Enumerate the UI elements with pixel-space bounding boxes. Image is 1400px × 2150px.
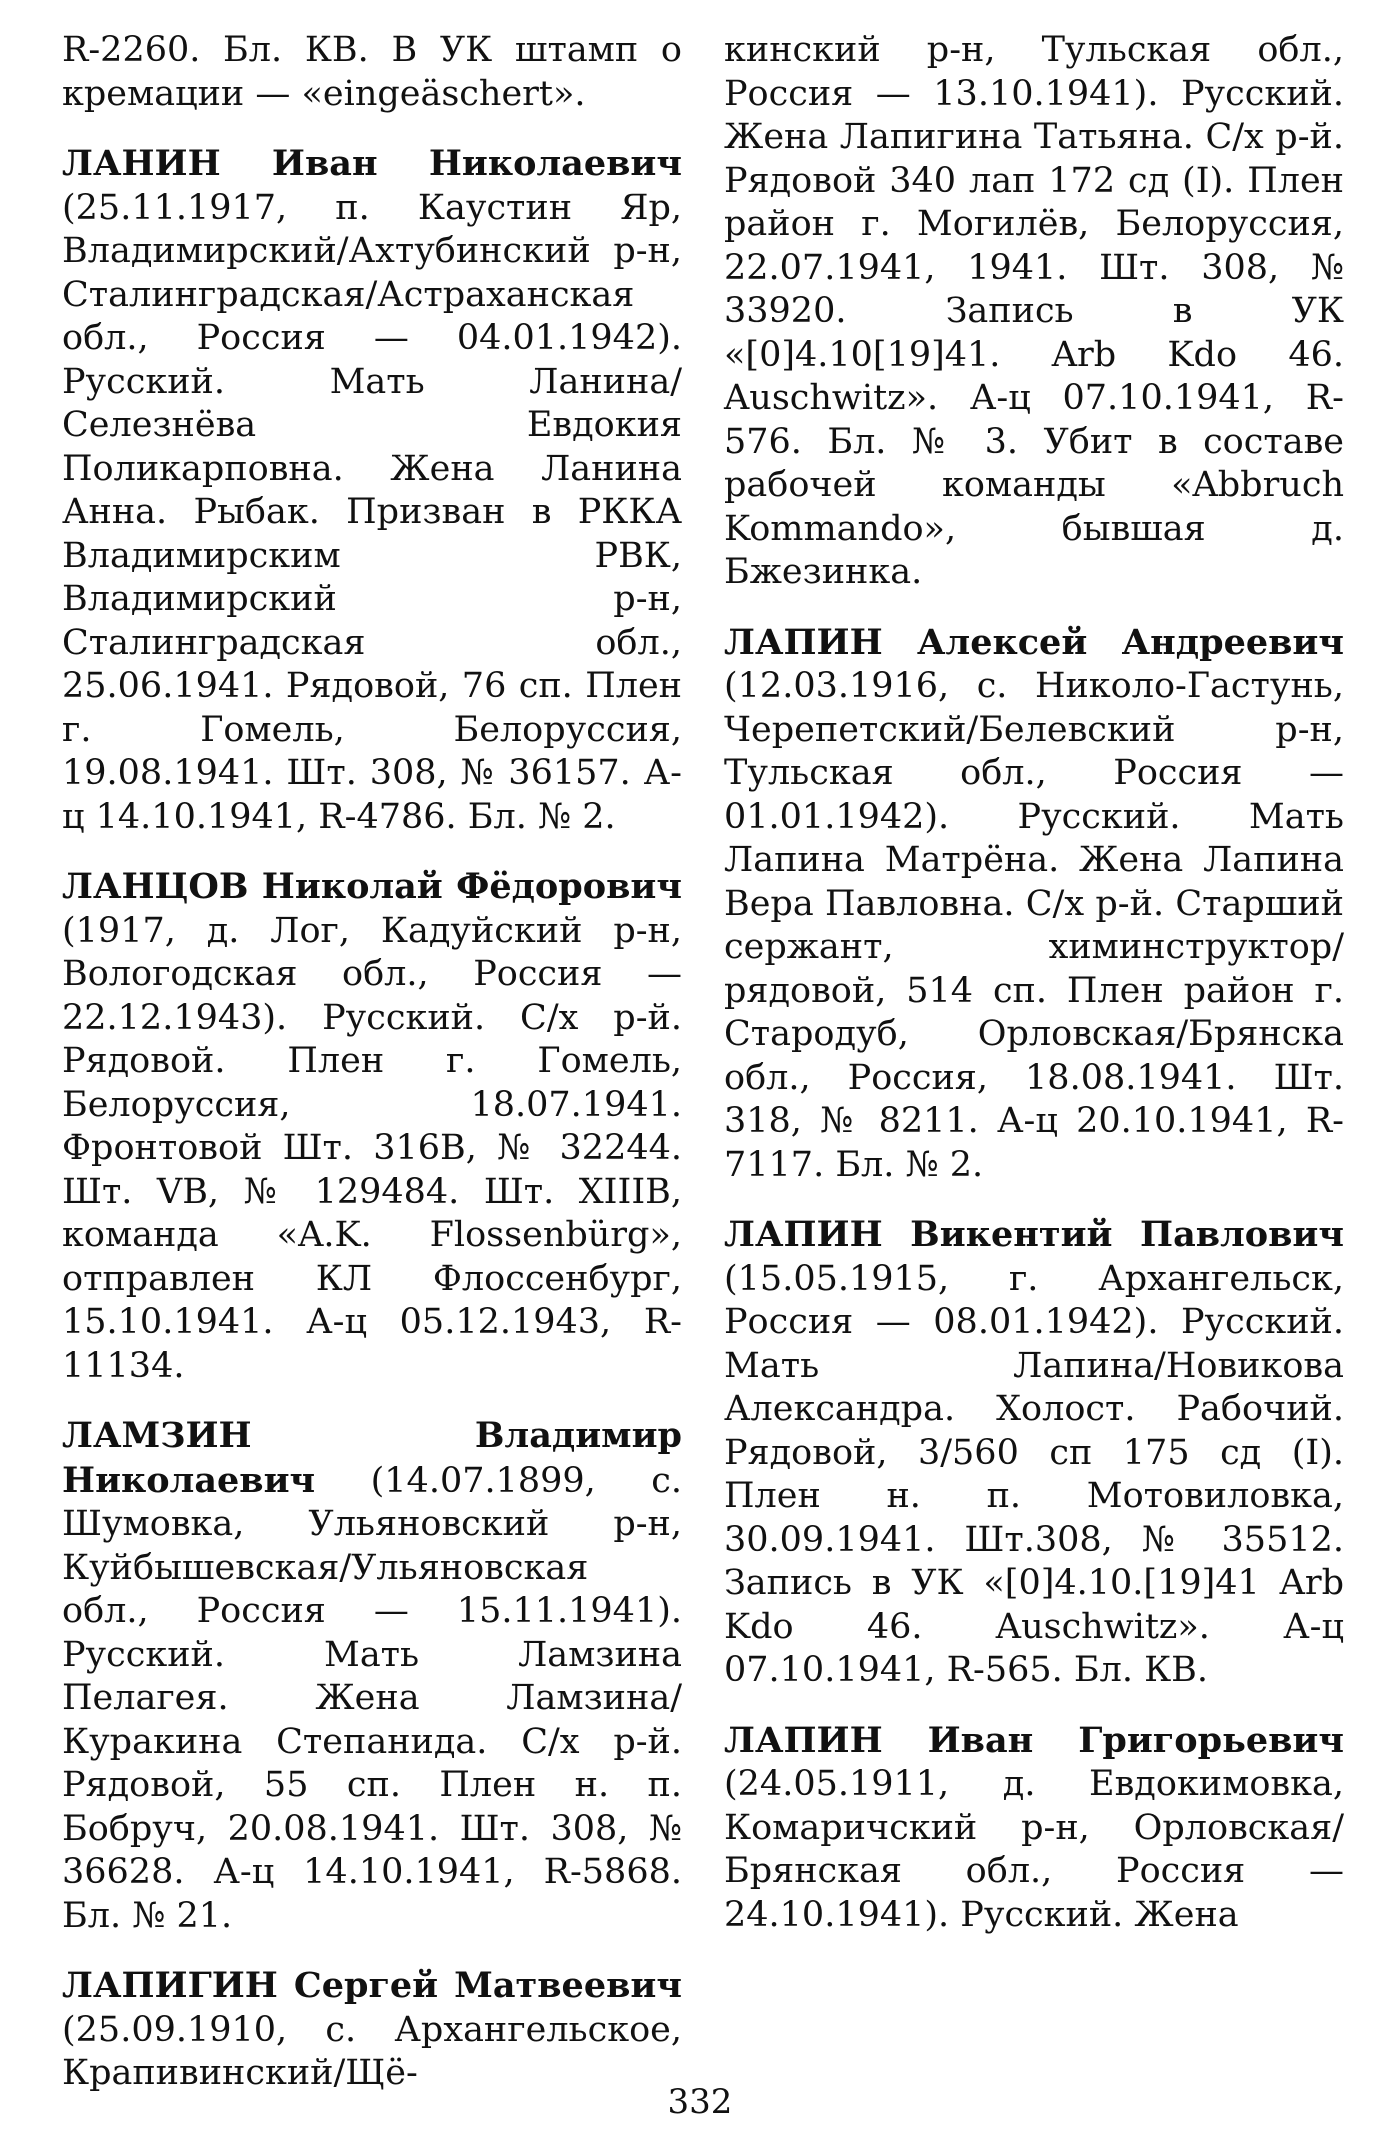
entry-continuation (724, 28, 1344, 595)
entry-lanin-ivan (62, 142, 682, 839)
entry-lamzin-vladimir (62, 1414, 682, 1938)
entry-name: ЛАМЗИН Владимир Николаевич (62, 1415, 682, 1501)
left-column (62, 28, 682, 2122)
entry-text: кинский р-н, Тульская обл., Россия — 13.10.1941). Русский. Жена Лапигина Татьяна. С/х р-й. Рядовой 340 лап 172 сд (I). Плен район г. Могилёв, Белоруссия, 22.07.1941, 1941. Шт. 308, № 33920. Запись в УК «[0]4.10[19]41. Arb Kdo 46. Auschwitz». А-ц 07.10.1941, R-576. Бл. № 3. Убит в составе рабочей команды «Abbruch Kommando», бывшая д. Бжезинка. (724, 30, 1344, 592)
entry-lapin-aleksei (724, 621, 1344, 1188)
entry-name: ЛАПИН Алексей Андреевич (724, 621, 1344, 663)
entry-text: (15.05.1915, г. Архангельск, Россия — 08.01.1942). Русский. Мать Лапина/Новикова Александра. Холост. Рабочий. Рядовой, 3/560 сп 175 сд (I). Плен н. п. Мотовиловка, 30.09.1941. Шт.308, № 35512. Запись в УК «[0]4.10.[19]41 Arb Kdo 46. Auschwitz». А-ц 07.10.1941, R-565. Бл. КВ. (724, 1258, 1344, 1690)
entry-text: (25.09.1910, с. Архангельское, Крапивинский/Щё- (62, 2009, 682, 2093)
entry-lapigin-sergei (62, 1964, 682, 2096)
entry-text: R-2260. Бл. КВ. В УК штамп о кремации — «eingeäschert». (62, 30, 682, 114)
entry-name: ЛАПИН Викентий Павлович (724, 1214, 1344, 1255)
entry-lapin-vikentii (724, 1213, 1344, 1693)
entry-text: (24.05.1911, д. Евдокимовка, Комаричский р-н, Орловская/Брянская обл., Россия — 24.10.1941). Русский. Жена (724, 1764, 1344, 1935)
entry-name: ЛАПИН Иван Григорьевич (724, 1719, 1344, 1761)
entry-text: (25.11.1917, п. Каустин Яр, Владимирский/Ахтубинский р-н, Сталинградская/Астраханская обл., Россия — 04.01.1942). Русский. Мать Ланина/Селезнёва Евдокия Поликарповна. Жена Ланина Анна. Рыбак. Призван в РККА Владимирским РВК, Владимирский р-н, Сталинградская обл., 25.06.1941. Рядовой, 76 сп. Плен г. Гомель, Белоруссия, 19.08.1941. Шт. 308, № 36157. А-ц 14.10.1941, R-4786. Бл. № 2. (62, 187, 682, 837)
entry-continuation (62, 28, 682, 116)
entry-lantsov-nikolai (62, 865, 682, 1388)
page-number: 332 (667, 2082, 733, 2122)
entry-text: (12.03.1916, с. Николо-Гастунь, Черепетский/Белевский р-н, Тульская обл., Россия — 01.01.1942). Русский. Мать Лапина Матрёна. Жена Лапина Вера Павловна. С/х р-й. Старший сержант, химинструктор/рядовой, 514 сп. Плен район г. Стародуб, Орловская/Брянска обл., Россия, 18.08.1941. Шт. 318, № 8211. А-ц 20.10.1941, R-7117. Бл. № 2. (724, 666, 1344, 1185)
entry-text: (14.07.1899, с. Шумовка, Ульяновский р-н, Куйбышевская/Ульяновская обл., Россия — 15.11.1941). Русский. Мать Ламзина Пелагея. Жена Ламзина/Куракина Степанида. С/х р-й. Рядовой, 55 сп. Плен н. п. Бобруч, 20.08.1941. Шт. 308, № 36628. А-ц 14.10.1941, R-5868. Бл. № 21. (62, 1460, 682, 1936)
right-column (724, 28, 1344, 1963)
entry-name: ЛАНИН Иван Николаевич (62, 143, 682, 184)
entry-lapin-ivan (724, 1719, 1344, 1938)
entry-name: ЛАПИГИН Сергей Матвеевич (62, 1965, 682, 2006)
entry-text: (1917, д. Лог, Кадуйский р-н, Вологодская обл., Россия — 22.12.1943). Русский. С/х р-й. Рядовой. Плен г. Гомель, Белоруссия, 18.07.1941. Фронтовой Шт. 316В, № 32244. Шт. VB, № 129484. Шт. XIIIB, команда «A.K. Flossenbürg», отправлен КЛ Флоссенбург, 15.10.1941. А-ц 05.12.1943, R-11134. (62, 910, 682, 1386)
entry-name: ЛАНЦОВ Николай Фёдорович (62, 866, 682, 907)
